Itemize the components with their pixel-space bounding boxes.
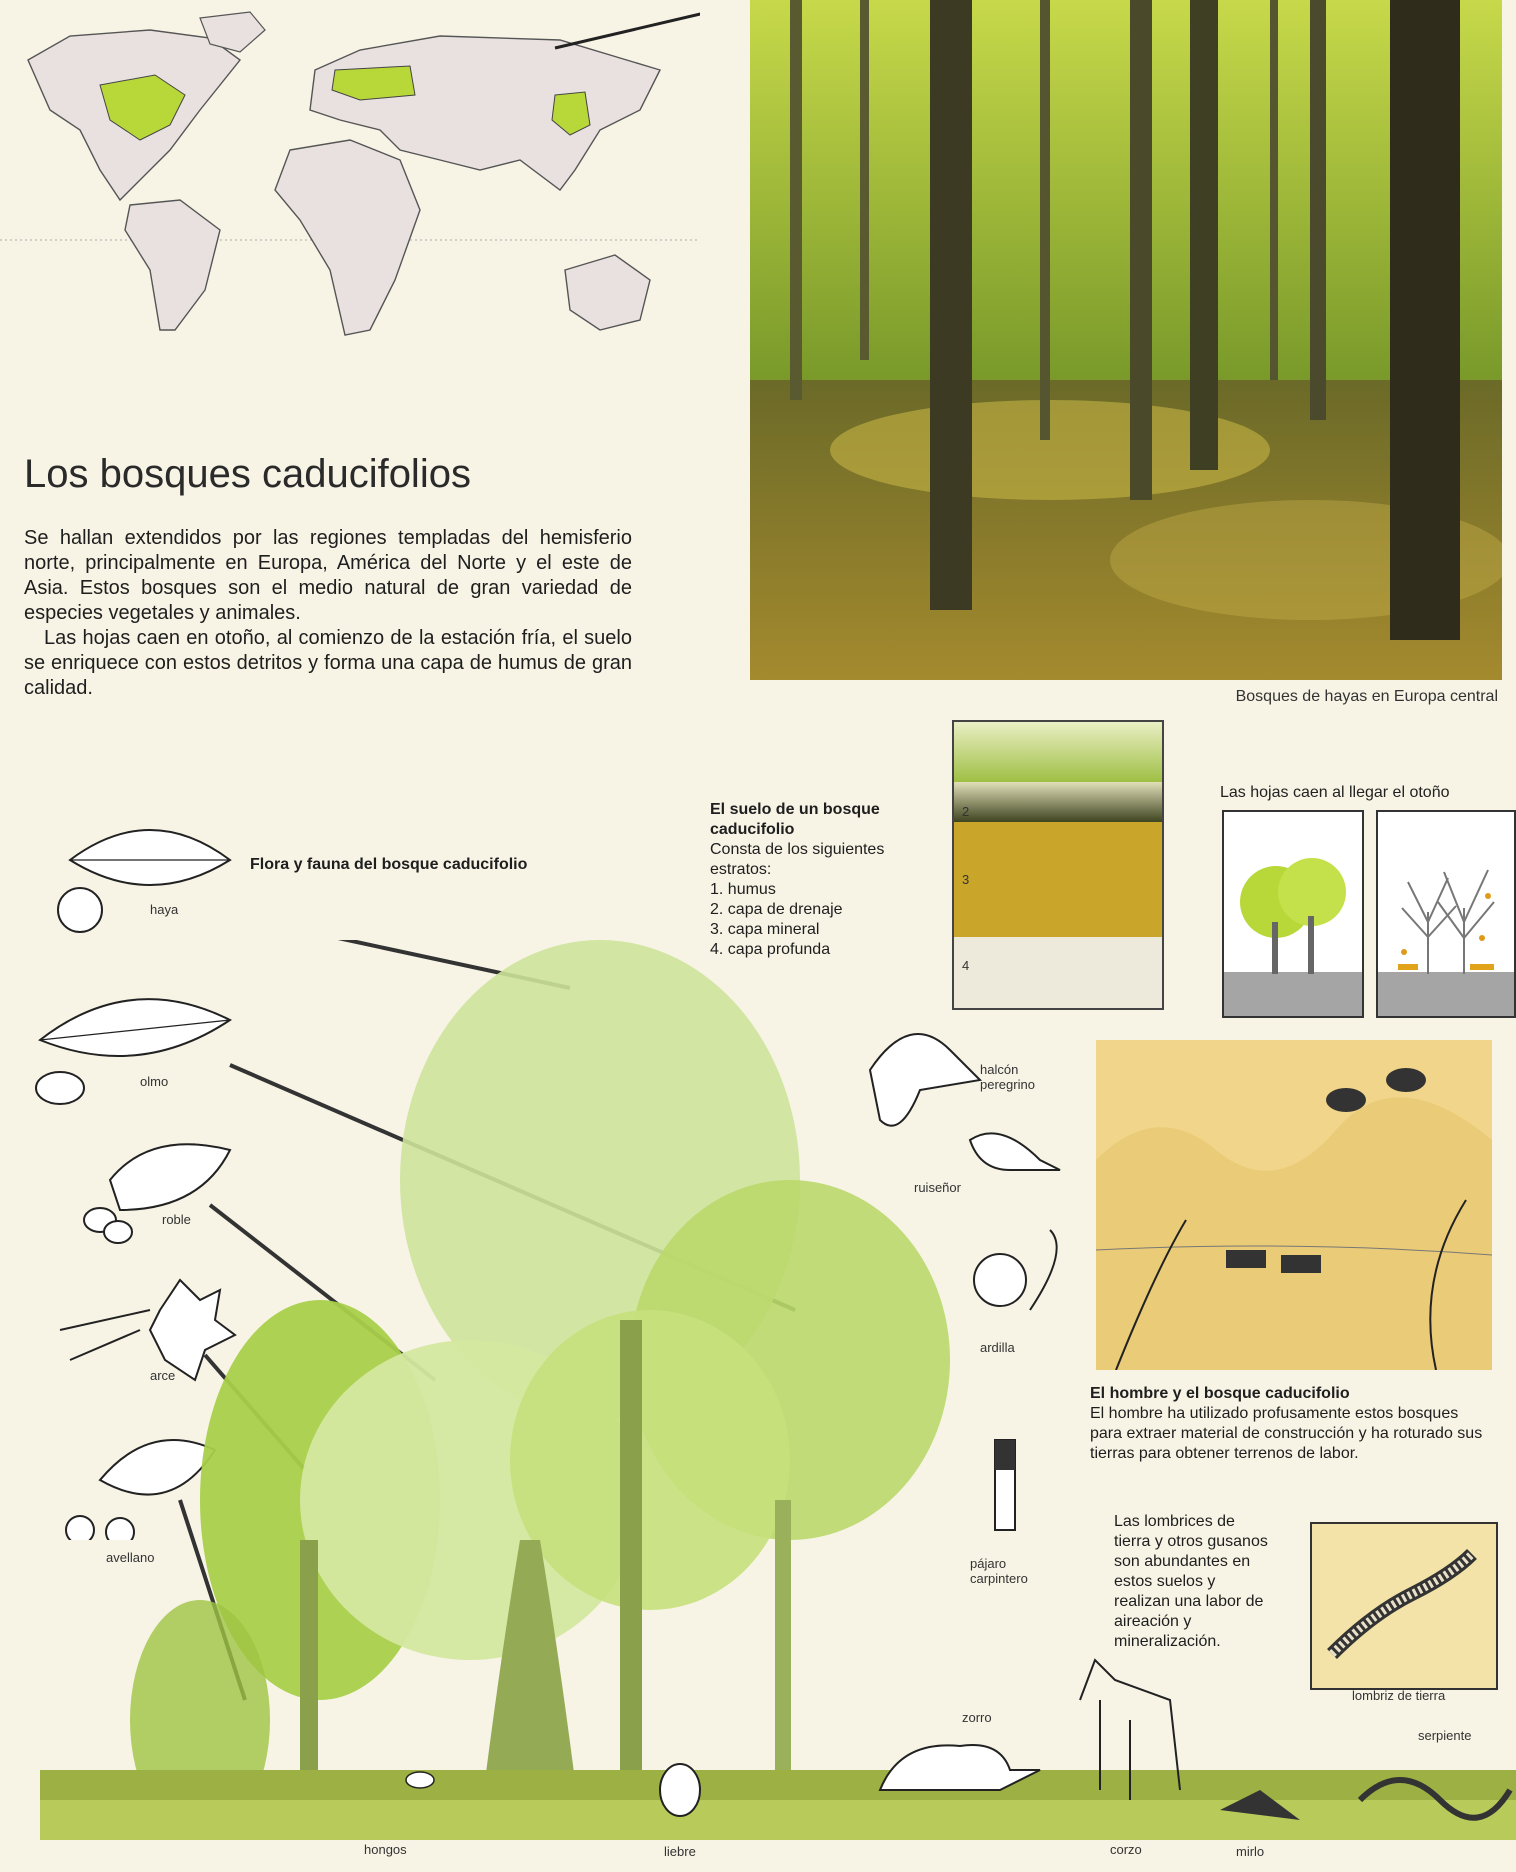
roe-label: corzo bbox=[1110, 1842, 1142, 1857]
leaf-label-arce: arce bbox=[150, 1368, 176, 1383]
world-map bbox=[0, 0, 700, 340]
soil-heading: El suelo de un bosque caducifolio bbox=[710, 801, 880, 838]
soil-number-4: 4 bbox=[962, 958, 970, 973]
leaf-label-avellano: avellano bbox=[106, 1550, 155, 1565]
fox-label: zorro bbox=[962, 1710, 992, 1725]
soil-layer-2: 2. capa de drenaje bbox=[710, 901, 843, 918]
soil-intro: Consta de los siguientes estratos: bbox=[710, 841, 885, 878]
woodpecker-label: pájaro carpintero bbox=[970, 1556, 1028, 1586]
soil-layer-4: 4. capa profunda bbox=[710, 941, 831, 958]
worm-illustration bbox=[1310, 1522, 1498, 1690]
fungi-label: hongos bbox=[364, 1842, 407, 1857]
hare-label: liebre bbox=[664, 1844, 696, 1859]
soil-layer-1: 1. humus bbox=[710, 881, 776, 898]
forest-photo bbox=[750, 0, 1502, 680]
blackbird-label: mirlo bbox=[1236, 1844, 1265, 1859]
nightingale-label: ruiseñor bbox=[914, 1180, 961, 1195]
soil-number-2: 2 bbox=[962, 804, 970, 819]
fauna-illustrations bbox=[850, 1010, 1080, 1610]
flora-heading: Flora y fauna del bosque caducifolio bbox=[250, 856, 528, 873]
man-forest-heading: El hombre y el bosque caducifolio bbox=[1090, 1385, 1350, 1402]
snake-label: serpiente bbox=[1418, 1728, 1472, 1743]
intro-text bbox=[24, 526, 632, 701]
worm-label: lombriz de tierra bbox=[1352, 1688, 1446, 1703]
worms-text: Las lombrices de tierra y otros gusanos son abundantes en estos suelos y realizan una labor de aireación y mineralización. bbox=[1114, 1513, 1268, 1650]
man-forest-illustration bbox=[1096, 1040, 1492, 1370]
photo-caption: Bosques de hayas en Europa central bbox=[1235, 688, 1498, 705]
man-forest-body: El hombre ha utilizado profusamente estos bosques para extraer material de construcción y ha roturado sus tierras para obtener terrenos de labor. bbox=[1090, 1405, 1483, 1462]
leaf-label-olmo: olmo bbox=[140, 1074, 169, 1089]
soil-number-3: 3 bbox=[962, 872, 970, 887]
soil-legend bbox=[710, 800, 940, 960]
soil-layer-3: 3. capa mineral bbox=[710, 921, 820, 938]
falcon-label: halcón peregrino bbox=[980, 1062, 1035, 1092]
intro-paragraph-1: Se hallan extendidos por las regiones templadas del hemisferio norte, principalmente en Europa, América del Norte y el este de Asia. Estos bosques son el medio natural de gran variedad de especies vegetales y animales. bbox=[24, 527, 632, 624]
squirrel-label: ardilla bbox=[980, 1340, 1015, 1355]
man-forest-text bbox=[1090, 1384, 1490, 1464]
leaf-label-roble: roble bbox=[162, 1212, 191, 1227]
leaf-label-haya: haya bbox=[150, 902, 179, 917]
page-title: Los bosques caducifolios bbox=[24, 452, 471, 496]
intro-paragraph-2: Las hojas caen en otoño, al comienzo de la estación fría, el suelo se enriquece con estos detritos y forma una capa de humus de gran calidad. bbox=[24, 627, 632, 699]
autumn-caption: Las hojas caen al llegar el otoño bbox=[1220, 784, 1450, 801]
